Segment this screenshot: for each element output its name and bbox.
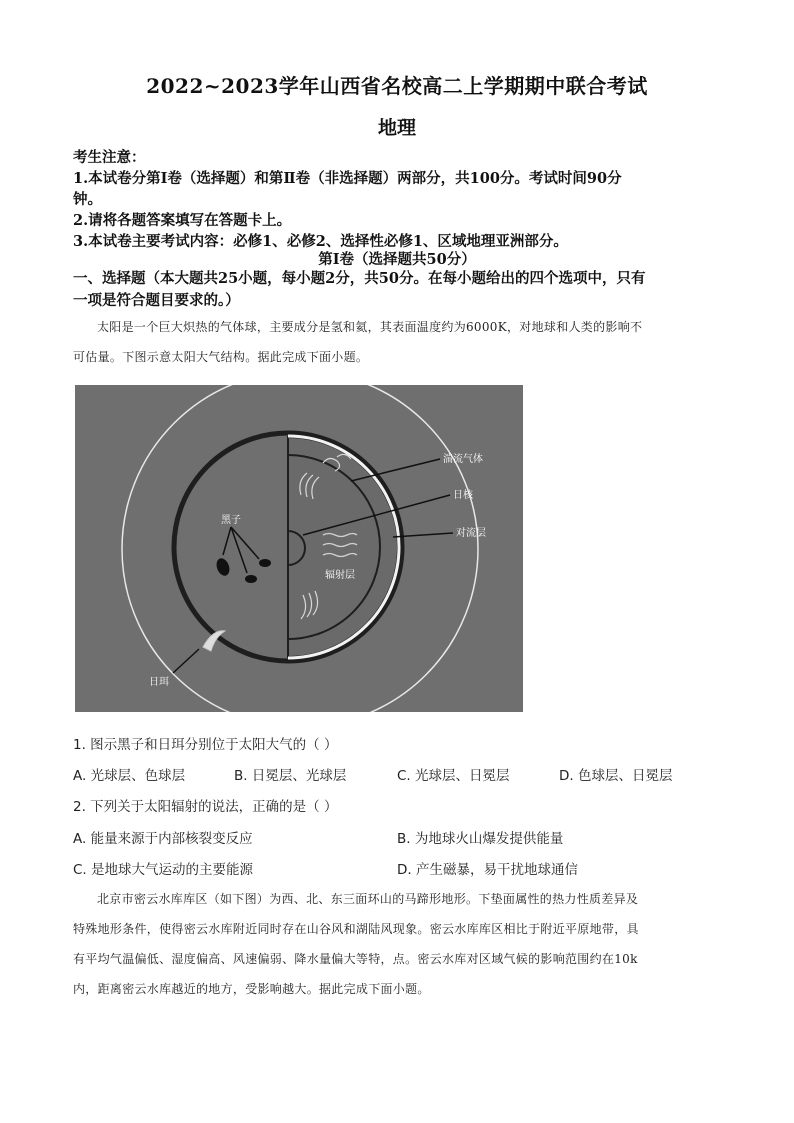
sunspot: [259, 559, 271, 567]
label-sunspots: 黑子: [221, 515, 241, 526]
subject-title: 地理: [377, 117, 416, 139]
option-b[interactable]: B. 日冕层、光球层: [234, 768, 347, 784]
question-stem: 2. 下列关于太阳辐射的说法，正确的是（ ）: [73, 799, 338, 815]
sun-structure-figure: [75, 385, 523, 712]
option-a[interactable]: A. 能量来源于内部核裂变反应: [73, 831, 253, 847]
passage-line: 有平均气温偏低、湿度偏高、风速偏弱、降水量偏大等特，点。密云水库对区域气候的影响范围约在10k: [73, 952, 638, 966]
option-b[interactable]: B. 为地球火山爆发提供能量: [397, 831, 564, 847]
option-d[interactable]: D. 产生磁暴，易干扰地球通信: [397, 862, 578, 878]
notice-item: 3.本试卷主要考试内容：必修1、必修2、选择性必修1、区域地理亚洲部分。: [73, 233, 568, 250]
notice-item: 钟。: [73, 191, 102, 208]
instruction-line: 一、选择题（本大题共25小题，每小题2分，共50分。在每小题给出的四个选项中，只有: [73, 270, 646, 287]
label-radiation: 辐射层: [325, 570, 355, 581]
question-stem: 1. 图示黑子和日珥分别位于太阳大气的（ ）: [73, 737, 338, 753]
label-core: 日核: [453, 490, 473, 501]
option-c[interactable]: C. 光球层、日冕层: [397, 768, 510, 784]
section-instruction: [73, 268, 723, 312]
label-prominence: 日珥: [149, 677, 169, 688]
passage-line: 可估量。下图示意太阳大气结构。据此完成下面小题。: [73, 350, 369, 364]
question-1: [73, 733, 733, 793]
notice-item: 2.请将各题答案填写在答题卡上。: [73, 212, 292, 229]
option-c[interactable]: C. 是地球大气运动的主要能源: [73, 862, 254, 878]
passage-miyun: [73, 884, 723, 1004]
label-convection: 对流层: [456, 528, 486, 539]
option-d[interactable]: D. 色球层、日冕层: [559, 768, 673, 784]
sunspot: [245, 575, 257, 583]
passage-line: 太阳是一个巨大炽热的气体球，主要成分是氢和氦，其表面温度约为6000K，对地球和人类的影响不: [97, 320, 643, 334]
passage-line: 内，距离密云水库越近的地方，受影响越大。据此完成下面小题。: [73, 982, 430, 996]
passage-line: 北京市密云水库库区（如下图）为西、北、东三面环山的马蹄形地形。下垫面属性的热力性质差异及: [97, 892, 639, 906]
exam-title: 2022~2023学年山西省名校高二上学期期中联合考试: [146, 74, 648, 98]
notice-item: 1.本试卷分第Ⅰ卷（选择题）和第Ⅱ卷（非选择题）两部分，共100分。考试时间90分: [73, 170, 622, 187]
passage-sun: [73, 312, 723, 372]
instruction-line: 一项是符合题目要求的。）: [73, 292, 240, 309]
passage-line: 特殊地形条件，使得密云水库附近同时存在山谷风和湖陆风现象。密云水库库区相比于附近平原地带，具: [73, 922, 639, 936]
label-turbulent-gas: 湍流气体: [443, 454, 483, 465]
notice-heading: 考生注意：: [73, 149, 146, 166]
exam-notice: [73, 147, 723, 252]
question-2: [73, 795, 733, 885]
section-title: 第Ⅰ卷（选择题共50分）: [318, 251, 476, 268]
option-a[interactable]: A. 光球层、色球层: [73, 768, 186, 784]
